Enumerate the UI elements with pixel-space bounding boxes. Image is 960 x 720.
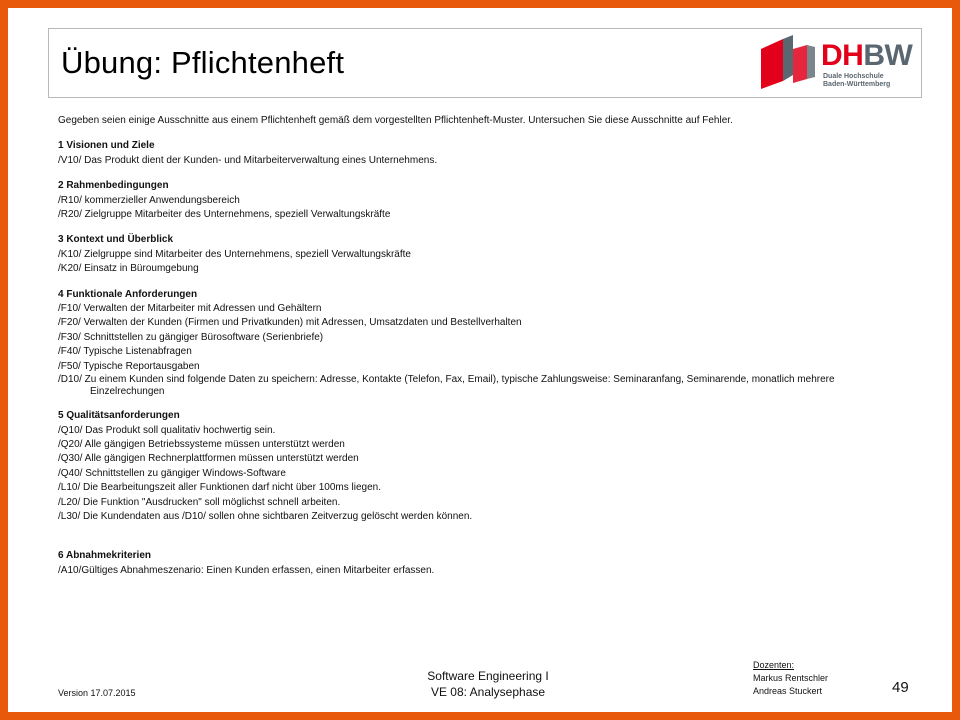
slide	[8, 8, 952, 712]
requirement-item: /L10/ Die Bearbeitungszeit aller Funktionen darf nicht über 100ms liegen.	[58, 482, 381, 494]
lecturer-name: Markus Rentschler	[753, 673, 829, 683]
page-title: Übung: Pflichtenheft	[61, 45, 345, 80]
requirement-item: /L30/ Die Kundendaten aus /D10/ sollen ohne sichtbaren Zeitverzug gelöscht werden können.	[58, 510, 473, 522]
lecturer-name: Andreas Stuckert	[753, 686, 823, 696]
requirement-item: /Q30/ Alle gängigen Rechnerplattformen müssen unterstützt werden	[58, 453, 359, 465]
requirement-item: /D10/ Zu einem Kunden sind folgende Daten zu speichern: Adresse, Kontakte (Telefon, Fax, Email), typische Zahlungsweise: Seminaranfang, Seminarende, monatlich mehrere Einzelrechungen	[58, 374, 835, 398]
requirement-item: /V10/ Das Produkt dient der Kunden- und Mitarbeiterverwaltung eines Unternehmens.	[58, 154, 438, 166]
lecturers	[753, 659, 828, 698]
dhbw-logo-icon	[757, 35, 821, 91]
section-visions	[58, 139, 908, 168]
section-title: 6 Abnahmekriterien	[58, 550, 151, 562]
version-label: Version 17.07.2015	[58, 688, 136, 698]
course-info	[388, 668, 588, 700]
requirement-item: /F30/ Schnittstellen zu gängiger Bürosoftware (Serienbriefe)	[58, 331, 324, 343]
requirement-item: /F10/ Verwalten der Mitarbeiter mit Adressen und Gehältern	[58, 303, 322, 315]
requirement-item: /Q40/ Schnittstellen zu gängiger Windows-Software	[58, 467, 286, 479]
section-acceptance	[58, 549, 908, 578]
course-unit: VE 08: Analysephase	[430, 685, 546, 699]
section-functional	[58, 288, 908, 398]
section-constraints	[58, 179, 908, 222]
content	[58, 114, 908, 589]
requirement-item: /F40/ Typische Listenabfragen	[58, 346, 192, 358]
requirement-item: /R10/ kommerzieller Anwendungsbereich	[58, 194, 240, 206]
requirement-item: /L20/ Die Funktion "Ausdrucken" soll möglichst schnell arbeiten.	[58, 496, 341, 508]
requirement-item: /K10/ Zielgruppe sind Mitarbeiter des Unternehmens, speziell Verwaltungskräfte	[58, 248, 411, 260]
logo-subtitle: Duale Hochschule Baden-Württemberg	[823, 73, 891, 88]
requirement-item: /Q10/ Das Produkt soll qualitativ hochwertig sein.	[58, 424, 276, 436]
section-quality	[58, 409, 908, 524]
logo-wordmark: DHBW	[821, 39, 913, 72]
requirement-item: /F20/ Verwalten der Kunden (Firmen und Privatkunden) mit Adressen, Umsatzdaten und Bestellverhalten	[58, 317, 522, 329]
section-title: 4 Funktionale Anforderungen	[58, 288, 198, 300]
requirement-item: /R20/ Zielgruppe Mitarbeiter des Unternehmens, speziell Verwaltungskräfte	[58, 209, 391, 221]
dhbw-logo	[757, 35, 913, 91]
header-box	[48, 28, 922, 98]
section-title: 2 Rahmenbedingungen	[58, 180, 169, 192]
lecturers-label: Dozenten:	[753, 660, 795, 670]
requirement-item: /A10/Gültiges Abnahmeszenario: Einen Kunden erfassen, einen Mitarbeiter erfassen.	[58, 564, 435, 576]
requirement-item: /Q20/ Alle gängigen Betriebssysteme müssen unterstützt werden	[58, 438, 345, 450]
intro-text: Gegeben seien einige Ausschnitte aus einem Pflichtenheft gemäß dem vorgestellten Pflichtenheft-Muster. Untersuchen Sie diese Ausschnitte auf Fehler.	[58, 115, 733, 126]
requirement-item: /K20/ Einsatz in Büroumgebung	[58, 263, 199, 275]
section-title: 5 Qualitätsanforderungen	[58, 410, 180, 422]
requirement-item: /F50/ Typische Reportausgaben	[58, 360, 200, 372]
section-title: 3 Kontext und Überblick	[58, 234, 174, 246]
section-title: 1 Visionen und Ziele	[58, 140, 155, 152]
page-number: 49	[892, 679, 909, 696]
section-context	[58, 233, 908, 276]
course-name: Software Engineering I	[427, 669, 549, 683]
